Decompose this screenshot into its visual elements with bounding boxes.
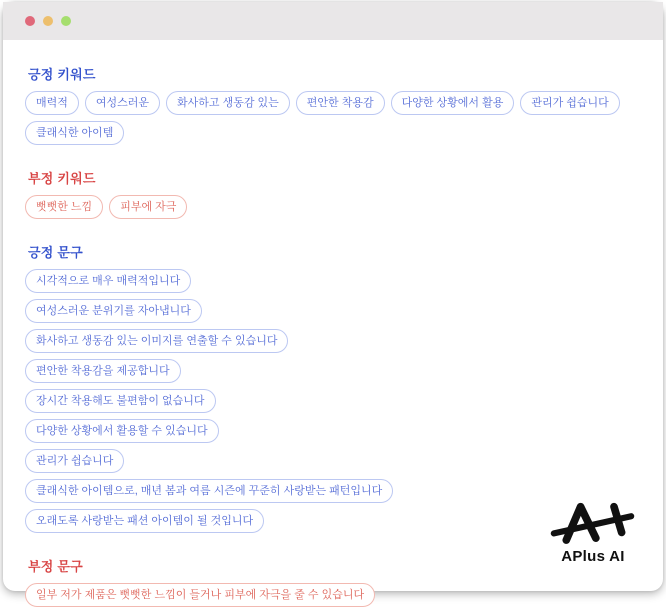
close-button[interactable]	[25, 16, 35, 26]
positive-keywords-title: 긍정 키워드	[28, 67, 96, 82]
positive-phrases-title: 긍정 문구	[28, 245, 83, 260]
positive-phrase-chip[interactable]: 클래식한 아이템으로, 매년 봄과 여름 시즌에 꾸준히 사랑받는 패턴입니다	[25, 479, 393, 503]
positive-phrase-chip[interactable]: 화사하고 생동감 있는 이미지를 연출할 수 있습니다	[25, 329, 288, 353]
positive-keywords-row	[25, 91, 641, 145]
minimize-button[interactable]	[43, 16, 53, 26]
positive-keyword-chip[interactable]: 관리가 쉽습니다	[520, 91, 619, 115]
positive-keyword-chip[interactable]: 클래식한 아이템	[25, 121, 124, 145]
maximize-button[interactable]	[61, 16, 71, 26]
positive-phrase-chip[interactable]: 편안한 착용감을 제공합니다	[25, 359, 181, 383]
negative-keyword-chip[interactable]: 뻣뻣한 느낌	[25, 195, 103, 219]
positive-phrase-chip[interactable]: 시각적으로 매우 매력적입니다	[25, 269, 191, 293]
positive-phrase-chip[interactable]: 오래도록 사랑받는 패션 아이템이 될 것입니다	[25, 509, 264, 533]
positive-keyword-chip[interactable]: 매력적	[25, 91, 79, 115]
window-titlebar	[3, 2, 663, 40]
section-positive-phrases	[25, 245, 641, 533]
section-negative-keywords	[25, 171, 641, 219]
positive-phrase-chip[interactable]: 관리가 쉽습니다	[25, 449, 124, 473]
negative-keyword-chip[interactable]: 피부에 자극	[109, 195, 187, 219]
positive-keyword-chip[interactable]: 여성스러운	[85, 91, 160, 115]
section-negative-phrases	[25, 559, 641, 607]
negative-phrases-title: 부정 문구	[28, 559, 83, 574]
positive-phrase-chip[interactable]: 여성스러운 분위기를 자아냅니다	[25, 299, 202, 323]
negative-keywords-title: 부정 키워드	[28, 171, 96, 186]
negative-phrase-chip[interactable]: 일부 저가 제품은 뻣뻣한 느낌이 들거나 피부에 자극을 줄 수 있습니다	[25, 583, 375, 607]
section-positive-keywords	[25, 67, 641, 145]
positive-phrases-list	[25, 269, 641, 533]
positive-keyword-chip[interactable]: 편안한 착용감	[296, 91, 385, 115]
aplus-logo-text: APlus AI	[561, 548, 625, 565]
positive-phrase-chip[interactable]: 장시간 착용해도 불편함이 없습니다	[25, 389, 216, 413]
positive-phrase-chip[interactable]: 다양한 상황에서 활용할 수 있습니다	[25, 419, 219, 443]
aplus-logo-mark	[551, 500, 635, 542]
negative-keywords-row	[25, 195, 641, 219]
app-window	[3, 2, 663, 601]
positive-keyword-chip[interactable]: 다양한 상황에서 활용	[391, 91, 515, 115]
aplus-ai-logo	[547, 500, 639, 565]
positive-keyword-chip[interactable]: 화사하고 생동감 있는	[166, 91, 290, 115]
negative-phrases-list	[25, 583, 641, 607]
